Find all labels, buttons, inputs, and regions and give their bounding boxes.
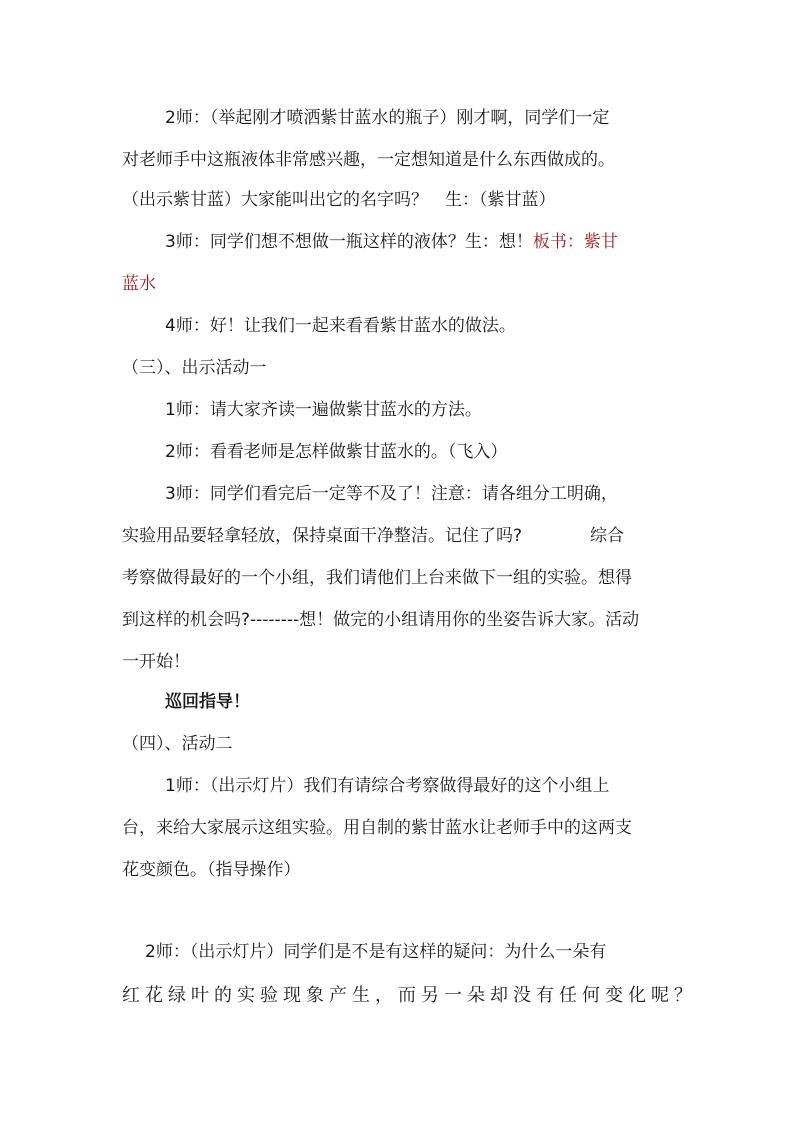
paragraph-line: 一开始！: [122, 652, 190, 672]
board-note: 板书：紫甘: [532, 232, 618, 252]
paragraph-line: 红花绿叶的实验现象产生，而另一朵却没有任何变化呢？: [122, 985, 697, 1006]
paragraph-line: （出示紫甘蓝）大家能叫出它的名字吗？ 生：（紫甘蓝）: [122, 190, 556, 210]
line-text: 3师：同学们想不想做一瓶这样的液体？生：想！: [165, 232, 533, 252]
paragraph-line: [165, 230, 618, 254]
paragraph-line: 台，来给大家展示这组实验。用自制的紫甘蓝水让老师手中的这两支: [122, 818, 632, 838]
paragraph-line: 2师：（出示灯片）同学们是不是有这样的疑问：为什么一朵有: [145, 942, 607, 962]
paragraph-line: 到这样的机会吗?--------想！做完的小组请用你的坐姿告诉大家。活动: [122, 610, 640, 630]
paragraph-line: 对老师手中这瓶液体非常感兴趣，一定想知道是什么东西做成的。: [122, 150, 615, 170]
paragraph-line: 1师：请大家齐读一遍做紫甘蓝水的方法。: [165, 400, 482, 420]
paragraph-line: 4师：好！让我们一起来看看紫甘蓝水的做法。: [165, 316, 516, 336]
paragraph-line: 花变颜色。（指导操作）: [122, 860, 301, 880]
paragraph-line: 2师：（举起刚才喷洒紫甘蓝水的瓶子）刚才啊，同学们一定: [165, 108, 610, 128]
paragraph-line: 1师：（出示灯片）我们有请综合考察做得最好的这个小组上: [165, 776, 610, 796]
section-heading: （四）、活动二: [122, 734, 233, 754]
board-note-continued: 蓝水: [122, 274, 156, 294]
section-heading: （三）、出示活动一: [122, 358, 267, 378]
paragraph-line: 2师：看看老师是怎样做紫甘蓝水的。（飞入）: [165, 442, 508, 462]
paragraph-line: 考察做得最好的一个小组，我们请他们上台来做下一组的实验。想得: [122, 568, 632, 588]
paragraph-line: 3师：同学们看完后一定等不及了！注意：请各组分工明确，: [165, 484, 618, 504]
paragraph-line: 实验用品要轻拿轻放，保持桌面干净整洁。记住了吗? 综合: [122, 526, 625, 546]
bold-note: 巡回指导！: [165, 692, 250, 712]
